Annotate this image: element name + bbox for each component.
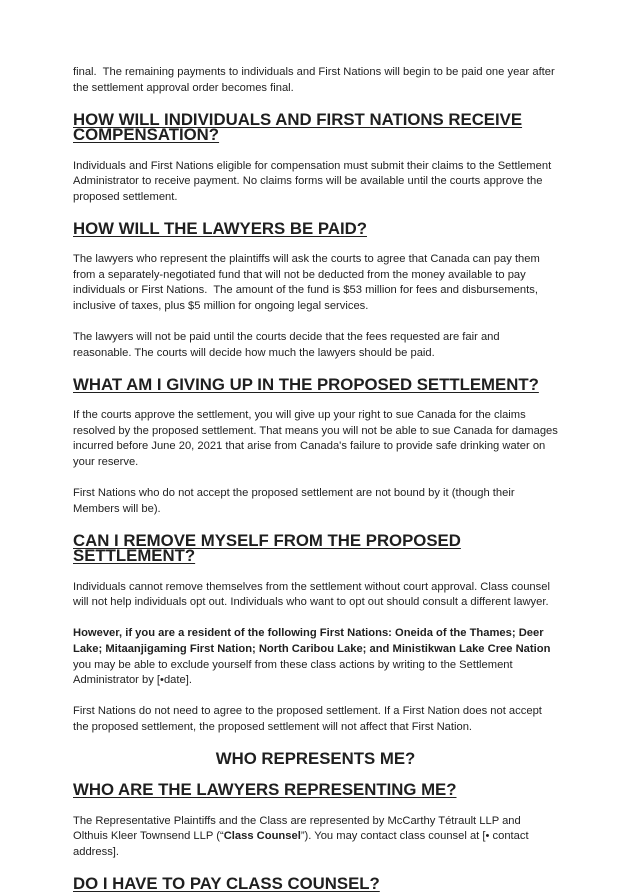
section-heading-lawyers-representing [73,782,558,798]
paragraph-first-nations-not-bound: First Nations who do not accept the proposed settlement are not bound by it (though their Members will be). [73,487,518,515]
section-heading-remove-myself [73,530,558,566]
section-heading-who-represents-me: WHO REPRESENTS ME? [215,749,416,769]
text-run: ”). You may contact class counsel at [• contact address]. [73,830,532,858]
text-run: you may be able to exclude yourself from these class actions by writing to the Settlement Administrator by [•date]. [73,642,554,687]
text-run-bold: However, if you are a resident of the following First Nations: Oneida of the Thames; Deer Lake; Mitaanjigaming First Nation; North Caribou Lake; and Ministikwan Lake Cree Nation [73,627,551,655]
paragraph-opt-out: Individuals cannot remove themselves from the settlement without court approval. Class counsel will not help individuals opt out. Individuals who want to opt out should consult a different lawyer. [73,580,554,609]
paragraph-lawyers-fund: The lawyers who represent the plaintiffs will ask the courts to agree that Canada can pay them from a separately-negotiated fund that will not be deducted from the money available to pay individuals or First Nations. The amount of the fund is $53 million for fees and disbursements, inclusive of taxes, plus $5 million for ongoing legal services. [73,253,543,312]
paragraph-remaining-payments: final. The remaining payments to individuals and First Nations will begin to be paid one year after the settlement approval order becomes final. [73,66,558,94]
paragraph-exclusion-first-nations [73,626,558,688]
heading-text: CAN I REMOVE MYSELF FROM THE PROPOSED SETTLEMENT? [73,530,461,566]
heading-text: HOW WILL INDIVIDUALS AND FIRST NATIONS RECEIVE COMPENSATION? [73,109,523,145]
text-run: The Representative Plaintiffs and the Class are represented by McCarthy Tétrault LLP and Olthuis Kleer Townsend LLP (“ [73,814,524,843]
section-heading-pay-class-counsel [73,873,558,893]
paragraph-class-counsel [73,814,558,861]
section-heading-receive-compensation [73,109,558,145]
text-run-bold: Class Counsel [223,830,301,843]
heading-text: WHO ARE THE LAWYERS REPRESENTING ME? [73,780,457,800]
section-heading-lawyers-paid [73,218,558,238]
heading-text: WHAT AM I GIVING UP IN THE PROPOSED SETTLEMENT? [73,374,539,394]
paragraph-give-up-rights: If the courts approve the settlement, you will give up your right to sue Canada for the claims resolved by the proposed settlement. That means you will not be able to sue Canada for damages incurred before June 20, 2021 that arise from Canada's failure to provide safe drinking water on your reserve. [73,409,561,468]
paragraph-claims-submission: Individuals and First Nations eligible for compensation must submit their claims to the Settlement Administrator to receive payment. No claims forms will be available until the courts approve the proposed settlement. [73,159,554,203]
heading-text: HOW WILL THE LAWYERS BE PAID? [73,218,367,238]
paragraph-no-need-to-agree: First Nations do not need to agree to the proposed settlement. If a First Nation does not accept the proposed settlement, the proposed settlement will not affect that First Nation. [73,705,546,733]
paragraph-lawyers-court-decide: The lawyers will not be paid until the courts decide that the fees requested are fair and reasonable. The courts will decide how much the lawyers should be paid. [73,331,503,359]
heading-text: DO I HAVE TO PAY CLASS COUNSEL? [73,873,380,893]
section-heading-giving-up [73,374,558,394]
